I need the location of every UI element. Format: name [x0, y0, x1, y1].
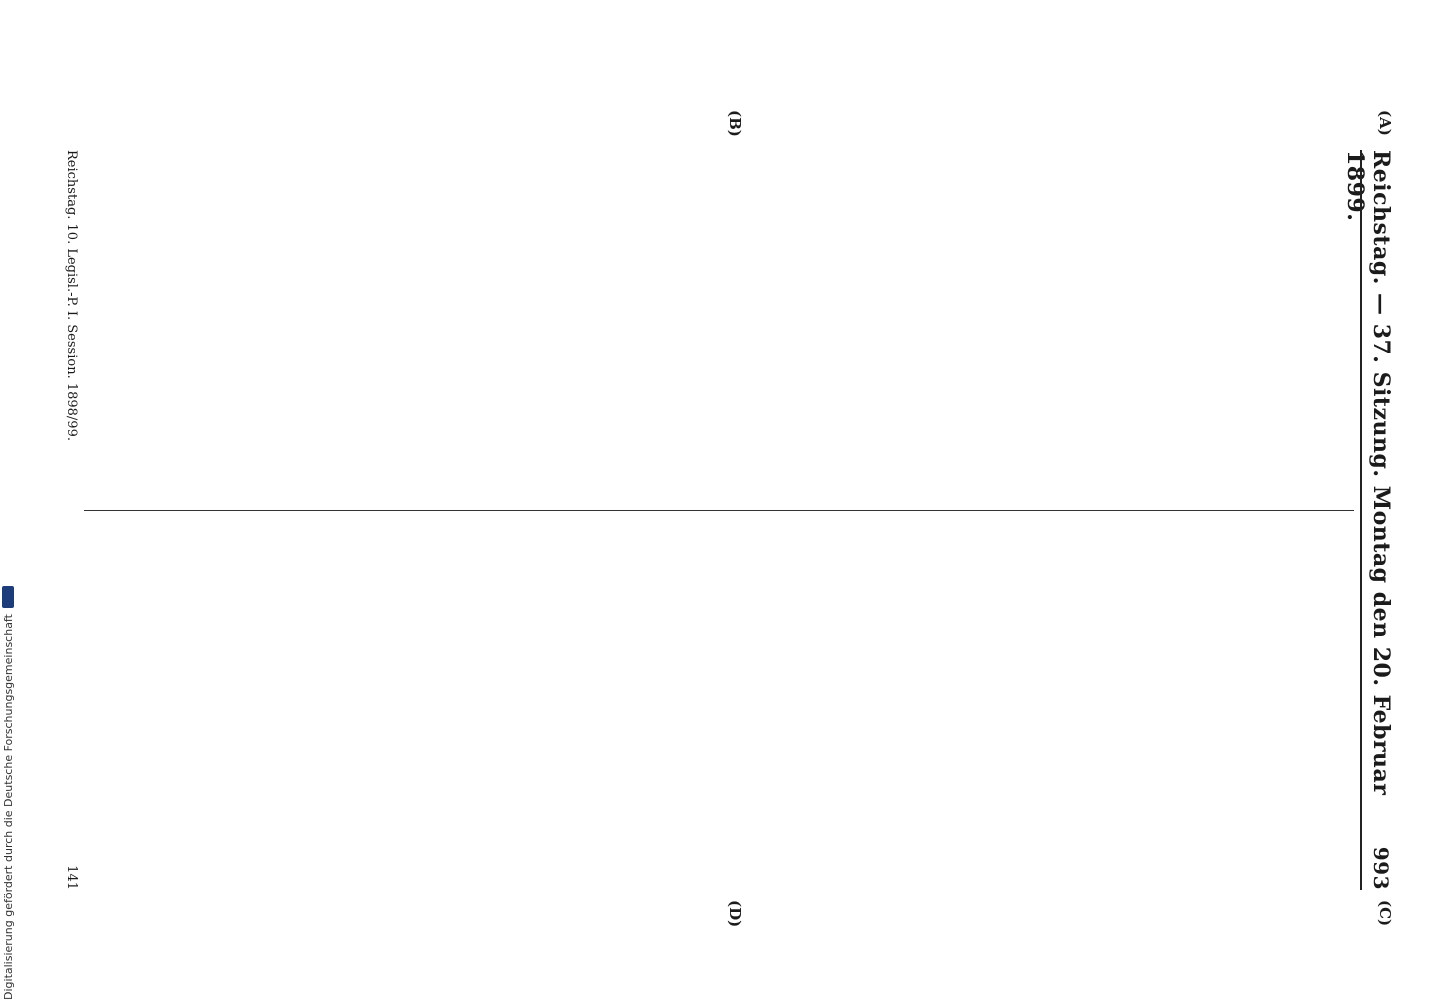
right-column [100, 530, 1350, 880]
margin-marker-c: (C) [1376, 900, 1394, 927]
page-number: 993 [1369, 846, 1393, 890]
margin-marker-a: (A) [1376, 110, 1394, 136]
edition-note: Reichstag. 10. Legisl.-P. I. Session. 1898/99. [64, 150, 79, 441]
header-rule [1360, 150, 1362, 890]
column-rule [84, 510, 1354, 511]
sheet-number: 141 [64, 865, 79, 890]
page-title: Reichstag. — 37. Sitzung. Montag den 20. Februar 1899. [1342, 150, 1394, 796]
credit-text: Digitalisierung gefördert durch die Deutsche Forschungsgemeinschaft [1, 614, 15, 1000]
dfg-logo-icon [2, 586, 14, 608]
digitization-credit [0, 10, 16, 1000]
page-footer [64, 150, 79, 890]
left-column [100, 150, 1350, 500]
margin-marker-d: (D) [726, 900, 744, 928]
margin-marker-b: (B) [726, 110, 744, 137]
